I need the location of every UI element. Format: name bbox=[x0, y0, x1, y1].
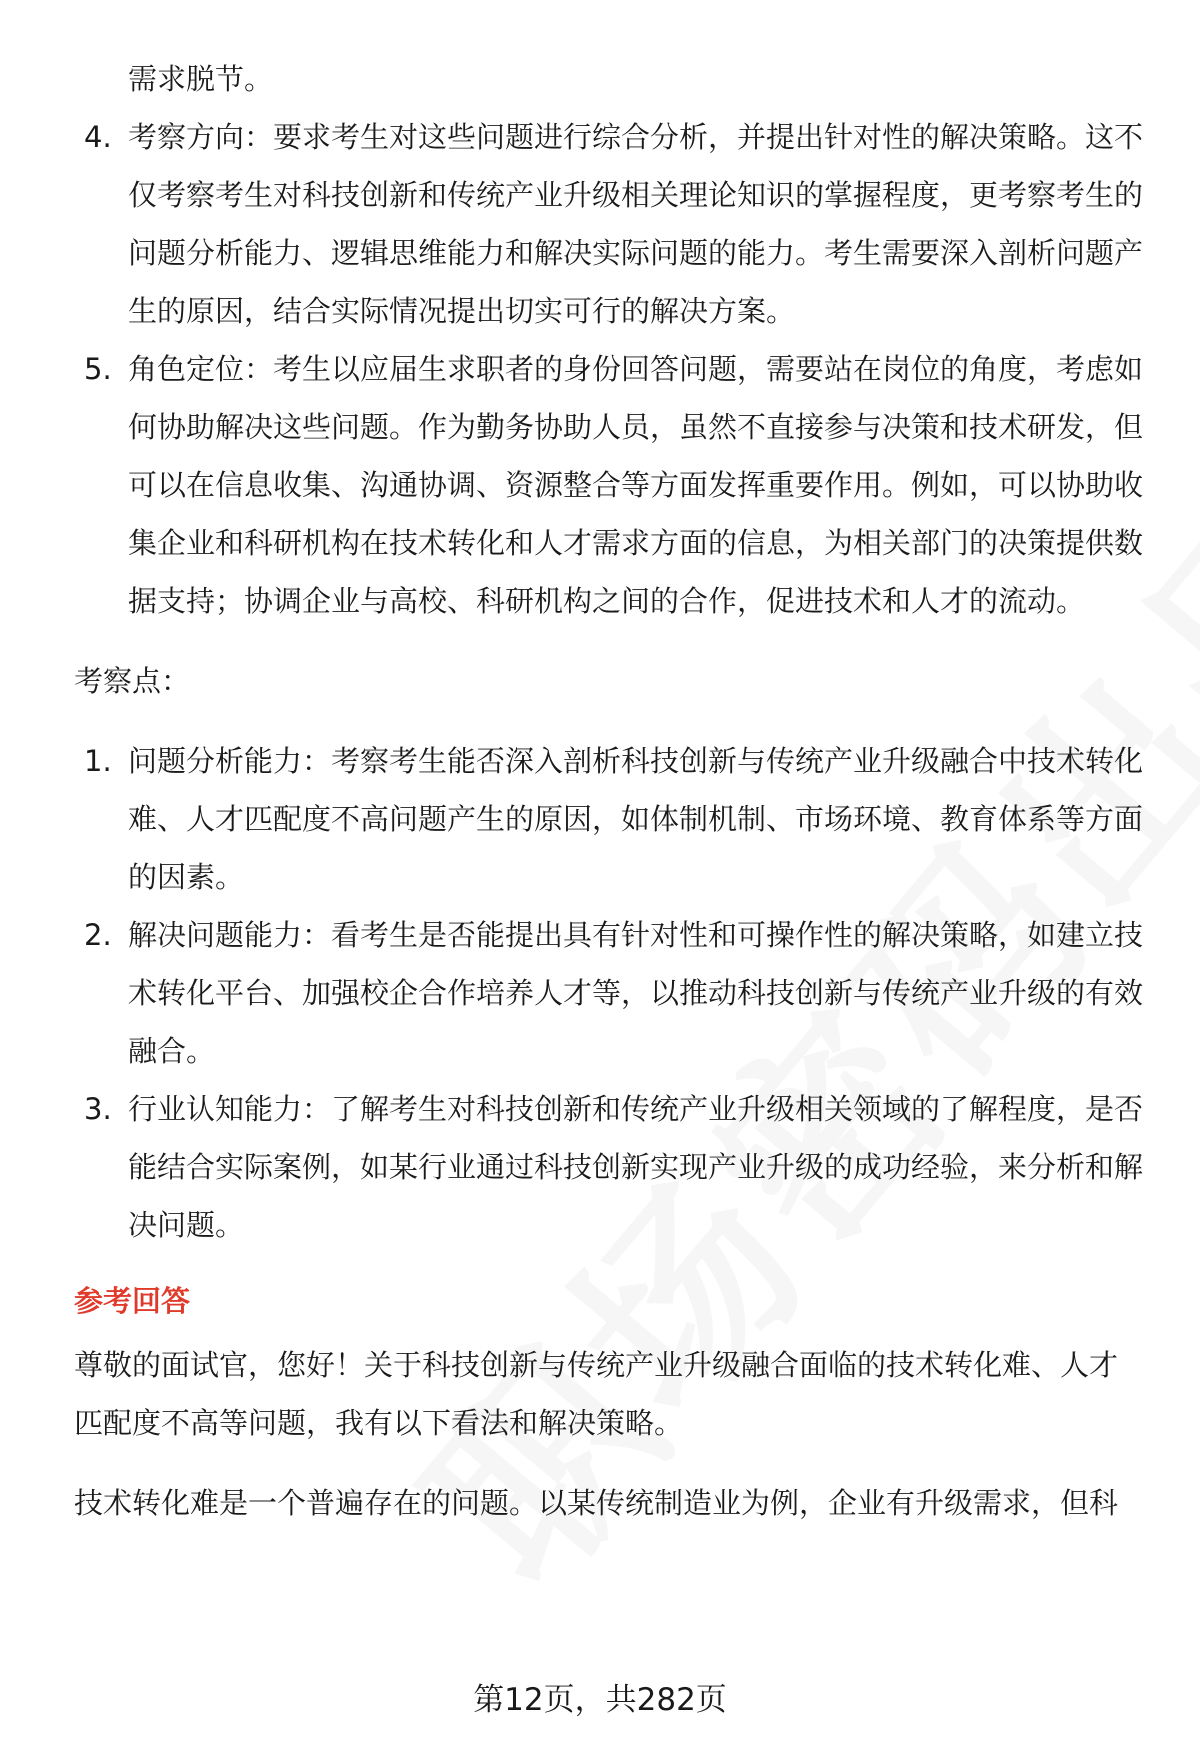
list-item-text: 考察方向：要求考生对这些问题进行综合分析，并提出针对性的解决策略。这不仅考察考生对科技创新和传统产业升级相关理论知识的掌握程度，更考察考生的问题分析能力、逻辑思维能力和解决实际问题的能力。考生需要深入剖析问题产生的原因，结合实际情况提出切实可行的解决方案。 bbox=[128, 120, 1144, 328]
list-item bbox=[74, 108, 1144, 340]
list-item bbox=[74, 906, 1144, 1080]
list-number: 5. bbox=[84, 352, 112, 386]
answer-paragraph: 技术转化难是一个普遍存在的问题。以某传统制造业为例，企业有升级需求，但科 bbox=[74, 1486, 1119, 1520]
list-item bbox=[74, 732, 1144, 906]
list-number: 3. bbox=[84, 1092, 112, 1126]
list-item bbox=[74, 340, 1144, 630]
continued-text: 需求脱节。 bbox=[128, 62, 274, 96]
list-item-text: 角色定位：考生以应届生求职者的身份回答问题，需要站在岗位的角度，考虑如何协助解决这些问题。作为勤务协助人员，虽然不直接参与决策和技术研发，但可以在信息收集、沟通协调、资源整合等方面发挥重要作用。例如，可以协助收集企业和科研机构在技术转化和人才需求方面的信息，为相关部门的决策提供数据支持；协调企业与高校、科研机构之间的合作，促进技术和人才的流动。 bbox=[128, 352, 1144, 618]
section-label-assessment-points: 考察点： bbox=[74, 664, 191, 698]
list-number: 2. bbox=[84, 918, 112, 952]
list-item-text: 解决问题能力：看考生是否能提出具有针对性和可操作性的解决策略，如建立技术转化平台、加强校企合作培养人才等，以推动科技创新与传统产业升级的有效融合。 bbox=[128, 918, 1144, 1068]
list-assessment-directions bbox=[74, 108, 1144, 630]
list-assessment-points bbox=[74, 732, 1144, 1254]
list-item-text: 行业认知能力：了解考生对科技创新和传统产业升级相关领域的了解程度，是否能结合实际案例，如某行业通过科技创新实现产业升级的成功经验，来分析和解决问题。 bbox=[128, 1092, 1144, 1242]
document-page bbox=[74, 50, 1144, 1554]
list-item-text: 问题分析能力：考察考生能否深入剖析科技创新与传统产业升级融合中技术转化难、人才匹配度不高问题产生的原因，如体制机制、市场环境、教育体系等方面的因素。 bbox=[128, 744, 1144, 894]
list-number: 4. bbox=[84, 120, 112, 154]
list-number: 1. bbox=[84, 744, 112, 778]
page-number-footer: 第12页，共282页 bbox=[473, 1682, 727, 1718]
answer-paragraph: 尊敬的面试官，您好！关于科技创新与传统产业升级融合面临的技术转化难、人才匹配度不高等问题，我有以下看法和解决策略。 bbox=[74, 1348, 1119, 1440]
list-item bbox=[74, 1080, 1144, 1254]
reference-answer-heading: 参考回答 bbox=[74, 1284, 191, 1318]
